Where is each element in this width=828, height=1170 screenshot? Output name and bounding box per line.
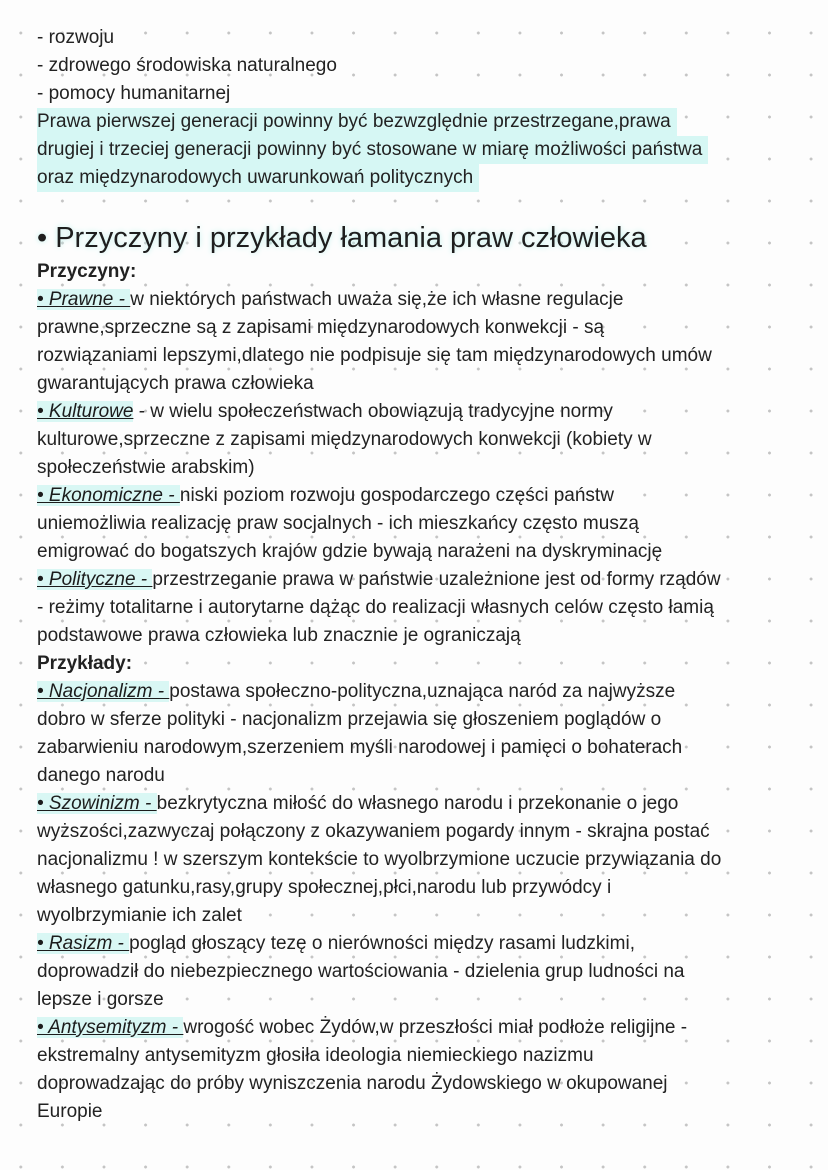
entry-text: emigrować do bogatszych krajów gdzie bywają narażeni na dyskryminację bbox=[37, 541, 663, 562]
entry-line bbox=[37, 958, 817, 986]
entry-line bbox=[37, 678, 817, 706]
entry-text: zabarwieniu narodowym,szerzeniem myśli narodowej i pamięci o bohaterach bbox=[37, 737, 683, 758]
entry-line bbox=[37, 566, 817, 594]
entry-text: kulturowe,sprzeczne z zapisami międzynarodowych konwekcji (kobiety w bbox=[37, 429, 652, 450]
entry-text: gwarantujących prawa człowieka bbox=[37, 373, 314, 394]
causes-label: Przyczyny: bbox=[37, 261, 137, 282]
causes-list bbox=[37, 286, 817, 650]
highlight-text: Prawa pierwszej generacji powinny być bezwzględnie przestrzegane,prawa bbox=[37, 108, 677, 136]
examples-label: Przykłady: bbox=[37, 653, 133, 674]
entry-line bbox=[37, 538, 817, 566]
entry-term: • Rasizm - bbox=[37, 933, 130, 954]
entry-text: społeczeństwie arabskim) bbox=[37, 457, 255, 478]
entry-text: doprowadził do niebezpiecznego wartościowania - dzielenia grup ludności na bbox=[37, 961, 685, 982]
entry-term: • Antysemityzm - bbox=[37, 1017, 184, 1038]
entry-line bbox=[37, 930, 817, 958]
entry-line bbox=[37, 314, 817, 342]
intro-line: - pomocy humanitarnej bbox=[37, 83, 231, 104]
intro-line: - zdrowego środowiska naturalnego bbox=[37, 55, 337, 76]
entry-text: danego narodu bbox=[37, 765, 165, 786]
entry-term: • Szowinizm - bbox=[37, 793, 157, 814]
entry-text: postawa społeczno-polityczna,uznająca naród za najwyższe bbox=[169, 681, 676, 702]
entry-line bbox=[37, 986, 817, 1014]
entry-text: doprowadzając do próby wyniszczenia narodu Żydowskiego w okupowanej bbox=[37, 1073, 668, 1094]
cause-entry bbox=[37, 566, 817, 650]
entry-text: pogląd głoszący tezę o nierówności między rasami ludzkimi, bbox=[129, 933, 635, 954]
entry-text: uniemożliwia realizację praw socjalnych - ich mieszkańcy często muszą bbox=[37, 513, 639, 534]
entry-line bbox=[37, 398, 817, 426]
entry-text: prawne,sprzeczne są z zapisami międzynarodowych konwekcji - są bbox=[37, 317, 605, 338]
entry-text: - w wielu społeczeństwach obowiązują tradycyjne normy bbox=[133, 401, 613, 422]
highlight-text: drugiej i trzeciej generacji powinny być stosowane w miarę możliwości państwa bbox=[37, 136, 708, 164]
entry-line bbox=[37, 874, 817, 902]
entry-text: niski poziom rozwoju gospodarczego części państw bbox=[179, 485, 614, 506]
cause-entry bbox=[37, 286, 817, 398]
examples-list bbox=[37, 678, 817, 1126]
entry-text: wrogość wobec Żydów,w przeszłości miał podłoże religijne - bbox=[183, 1017, 688, 1038]
entry-text: Europie bbox=[37, 1101, 103, 1122]
entry-term: • Nacjonalizm - bbox=[37, 681, 170, 702]
entry-line bbox=[37, 1070, 817, 1098]
highlight-line bbox=[37, 164, 817, 192]
example-entry bbox=[37, 1014, 817, 1126]
entry-text: własnego gatunku,rasy,grupy społecznej,płci,narodu lub przywódcy i bbox=[37, 877, 612, 898]
entry-line bbox=[37, 622, 817, 650]
entry-line bbox=[37, 846, 817, 874]
entry-line bbox=[37, 1042, 817, 1070]
highlight-text: oraz międzynarodowych uwarunkowań politycznych bbox=[37, 164, 479, 192]
entry-text: podstawowe prawa człowieka lub znacznie je ograniczają bbox=[37, 625, 521, 646]
entry-text: lepsze i gorsze bbox=[37, 989, 164, 1010]
section-heading: • Przyczyny i przykłady łamania praw człowieka bbox=[37, 222, 647, 254]
entry-text: bezkrytyczna miłość do własnego narodu i przekonanie o jego bbox=[156, 793, 679, 814]
entry-text: wyższości,zazwyczaj połączony z okazywaniem pogardy innym - skrajna postać bbox=[37, 821, 710, 842]
example-entry bbox=[37, 678, 817, 790]
entry-line bbox=[37, 342, 817, 370]
entry-text: dobro w sferze polityki - nacjonalizm przejawia się głoszeniem poglądów o bbox=[37, 709, 662, 730]
entry-line bbox=[37, 1098, 817, 1126]
entry-line bbox=[37, 286, 817, 314]
entry-line bbox=[37, 594, 817, 622]
entry-line bbox=[37, 370, 817, 398]
note-page bbox=[37, 24, 817, 1126]
entry-term: • Kulturowe bbox=[37, 401, 134, 422]
entry-text: ekstremalny antysemityzm głosiła ideologia niemieckiego nazizmu bbox=[37, 1045, 594, 1066]
highlighted-paragraph bbox=[37, 108, 817, 192]
entry-line bbox=[37, 1014, 817, 1042]
example-entry bbox=[37, 790, 817, 930]
entry-text: w niektórych państwach uważa się,że ich własne regulacje bbox=[130, 289, 624, 310]
cause-entry bbox=[37, 482, 817, 566]
entry-line bbox=[37, 734, 817, 762]
cause-entry bbox=[37, 398, 817, 482]
entry-line bbox=[37, 426, 817, 454]
entry-line bbox=[37, 706, 817, 734]
entry-text: przestrzeganie prawa w państwie uzależnione jest od formy rządów bbox=[152, 569, 721, 590]
entry-text: wyolbrzymianie ich zalet bbox=[37, 905, 242, 926]
entry-line bbox=[37, 482, 817, 510]
entry-line bbox=[37, 762, 817, 790]
entry-line bbox=[37, 510, 817, 538]
entry-line bbox=[37, 454, 817, 482]
entry-text: rozwiązaniami lepszymi,dlatego nie podpisuje się tam międzynarodowych umów bbox=[37, 345, 712, 366]
entry-term: • Prawne - bbox=[37, 289, 131, 310]
example-entry bbox=[37, 930, 817, 1014]
highlight-line bbox=[37, 108, 817, 136]
entry-text: nacjonalizmu ! w szerszym kontekście to wyolbrzymione uczucie przywiązania do bbox=[37, 849, 722, 870]
highlight-line bbox=[37, 136, 817, 164]
intro-line: - rozwoju bbox=[37, 27, 115, 48]
entry-line bbox=[37, 902, 817, 930]
intro-list bbox=[37, 24, 817, 108]
entry-term: • Ekonomiczne - bbox=[37, 485, 180, 506]
entry-line bbox=[37, 790, 817, 818]
entry-term: • Polityczne - bbox=[37, 569, 153, 590]
entry-line bbox=[37, 818, 817, 846]
entry-text: - reżimy totalitarne i autorytarne dążąc do realizacji własnych celów często łamią bbox=[37, 597, 714, 618]
